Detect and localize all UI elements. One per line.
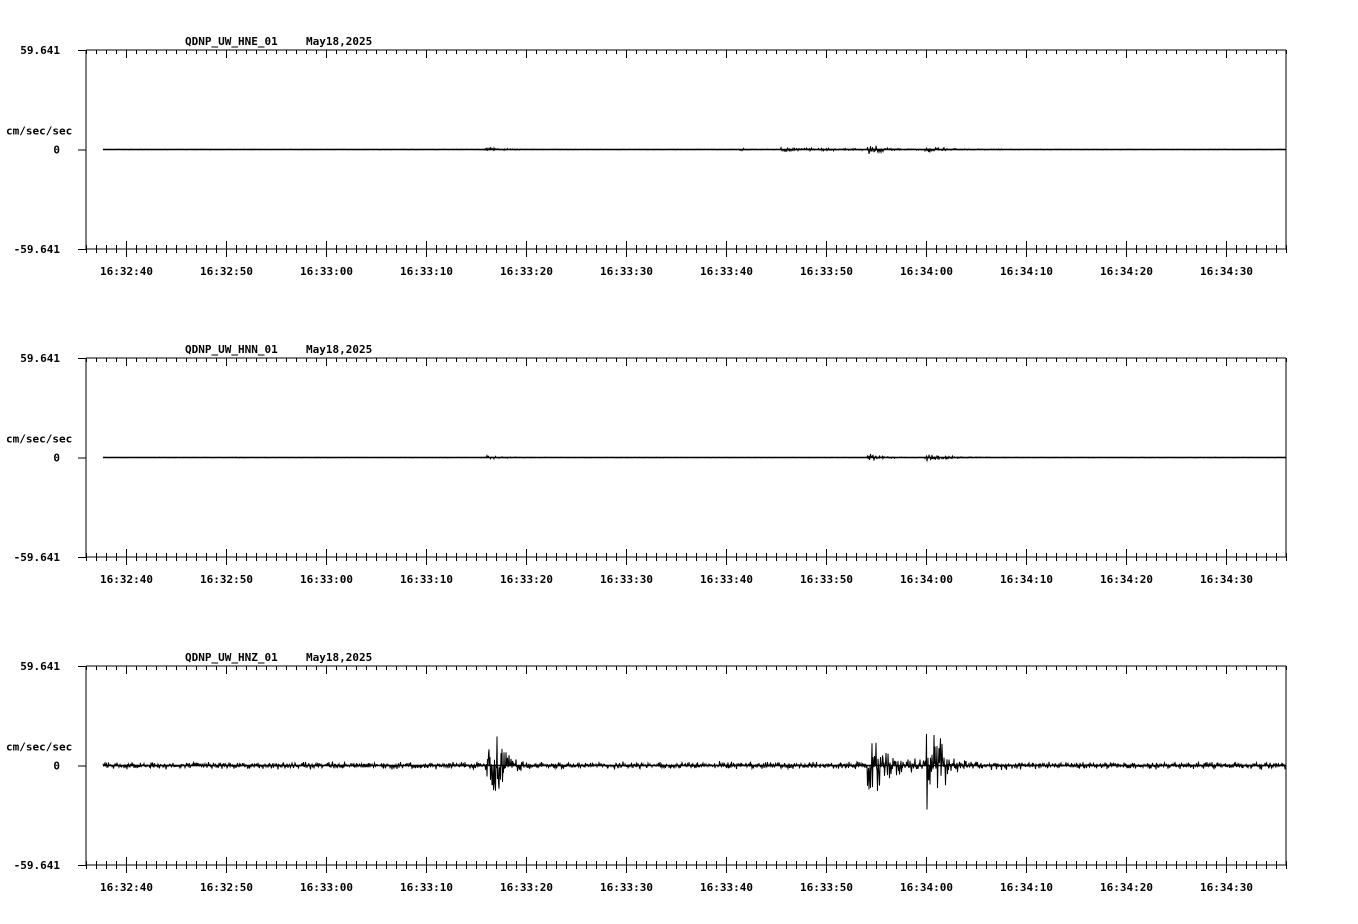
x-tick-label: 16:32:40: [100, 573, 153, 586]
panel-date: May18,2025: [306, 651, 373, 664]
x-tick-label: 16:33:00: [300, 881, 353, 894]
x-tick-label: 16:32:50: [200, 573, 253, 586]
x-tick-label: 16:33:00: [300, 265, 353, 278]
x-tick-label: 16:32:40: [100, 265, 153, 278]
x-tick-label: 16:33:40: [700, 881, 753, 894]
seismogram-panel-1: [6, 35, 1287, 278]
y-axis-label: cm/sec/sec: [6, 124, 73, 138]
panel-date: May18,2025: [306, 35, 373, 48]
y-tick-label-min: -59.641: [13, 859, 60, 872]
y-axis-label: cm/sec/sec: [6, 740, 73, 754]
x-tick-label: 16:34:20: [1100, 265, 1153, 278]
waveform-trace: [103, 734, 1286, 810]
seismogram-panel-2: [6, 343, 1287, 586]
y-tick-label-zero: 0: [53, 451, 60, 465]
x-tick-label: 16:33:10: [400, 573, 453, 586]
y-tick-label-zero: 0: [53, 143, 60, 157]
y-tick-label-min: -59.641: [13, 551, 60, 564]
x-tick-label: 16:32:40: [100, 881, 153, 894]
y-tick-label-zero: 0: [53, 759, 60, 773]
x-tick-label: 16:34:20: [1100, 881, 1153, 894]
x-tick-label: 16:34:10: [1000, 881, 1053, 894]
x-tick-label: 16:33:40: [700, 573, 753, 586]
x-tick-label: 16:33:30: [600, 881, 653, 894]
channel-title: QDNP_UW_HNZ_01: [185, 651, 278, 664]
x-tick-label: 16:34:00: [900, 265, 953, 278]
y-tick-label-max: 59.641: [20, 44, 60, 57]
x-tick-label: 16:33:20: [500, 881, 553, 894]
x-tick-label: 16:33:50: [800, 881, 853, 894]
y-tick-label-max: 59.641: [20, 352, 60, 365]
seismogram-panel-3: [6, 651, 1287, 894]
x-tick-label: 16:33:00: [300, 573, 353, 586]
y-axis-label: cm/sec/sec: [6, 432, 73, 446]
panel-date: May18,2025: [306, 343, 373, 356]
x-tick-label: 16:34:20: [1100, 573, 1153, 586]
x-tick-label: 16:34:00: [900, 573, 953, 586]
y-tick-label-min: -59.641: [13, 243, 60, 256]
x-tick-label: 16:33:20: [500, 265, 553, 278]
channel-title: QDNP_UW_HNN_01: [185, 343, 278, 356]
x-tick-label: 16:34:10: [1000, 265, 1053, 278]
channel-title: QDNP_UW_HNE_01: [185, 35, 278, 48]
x-tick-label: 16:33:40: [700, 265, 753, 278]
x-tick-label: 16:33:20: [500, 573, 553, 586]
x-tick-label: 16:34:30: [1200, 573, 1253, 586]
x-tick-label: 16:34:30: [1200, 881, 1253, 894]
x-tick-label: 16:33:10: [400, 265, 453, 278]
x-tick-label: 16:34:00: [900, 881, 953, 894]
x-tick-label: 16:33:10: [400, 881, 453, 894]
x-tick-label: 16:33:30: [600, 265, 653, 278]
x-tick-label: 16:34:30: [1200, 265, 1253, 278]
x-tick-label: 16:33:50: [800, 573, 853, 586]
x-tick-label: 16:32:50: [200, 881, 253, 894]
y-tick-label-max: 59.641: [20, 660, 60, 673]
x-tick-label: 16:32:50: [200, 265, 253, 278]
x-tick-label: 16:33:30: [600, 573, 653, 586]
x-tick-label: 16:33:50: [800, 265, 853, 278]
x-tick-label: 16:34:10: [1000, 573, 1053, 586]
